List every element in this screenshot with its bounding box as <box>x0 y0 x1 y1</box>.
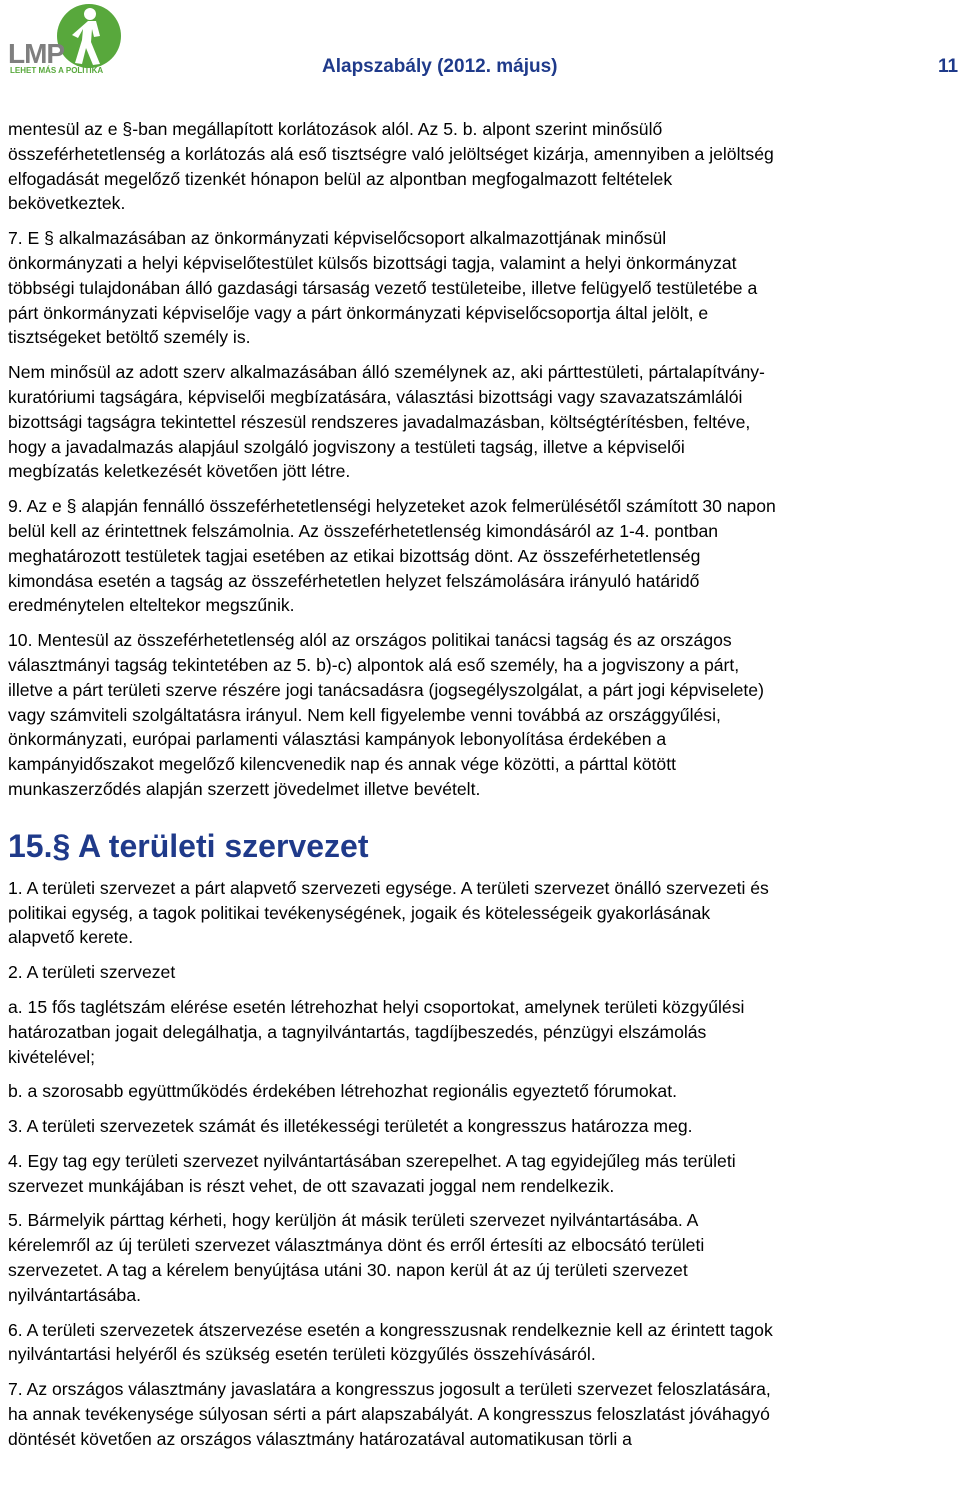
logo-tagline: LEHET MÁS A POLITIKA <box>10 66 104 75</box>
paragraph-7: 7. E § alkalmazásában az önkormányzati képviselőcsoport alkalmazottjának minősül önkormányzati a helyi képviselőtestület külsős bizottsági tagja, valamint a helyi önkormányzat többségi tulajdonában álló gazdasági társaság vezető testületeibe, illetve felügyelő testületébe a párt önkormányzati képviselője vagy a párt önkormányzati képviselőcsoportja által jelölt, e tisztségeket betöltő személy is. <box>8 228 758 348</box>
party-logo <box>4 2 122 78</box>
section-item-2: 2. A területi szervezet <box>8 962 176 983</box>
section-item-2b: b. a szorosabb együttműködés érdekében létrehozhat regionális egyeztető fórumokat. <box>8 1081 677 1102</box>
page-header <box>0 0 960 90</box>
section-heading: 15.§ A területi szervezet <box>8 827 369 864</box>
page-number: 11 <box>938 56 959 77</box>
logo-wordmark: LMP <box>8 38 65 69</box>
section-item-1: 1. A területi szervezet a párt alapvető szervezeti egysége. A területi szervezet önálló szervezeti és politikai egység, a tagok politikai tevékenységének, jogaik és kötelességeik gyakorlásának alapvető kerete. <box>8 877 769 948</box>
section-item-4: 4. Egy tag egy területi szervezet nyilvántartásában szerepelhet. A tag egyidejűleg más területi szervezet munkájában is részt vehet, de ott szavazati joggal nem rendelkezik. <box>8 1150 736 1196</box>
section-item-3: 3. A területi szervezetek számát és illetékességi területét a kongresszus határozza meg. <box>8 1116 693 1137</box>
section-item-6: 6. A területi szervezetek átszervezése esetén a kongresszusnak rendelkeznie kell az érintett tagok nyilvántartási helyéről és szükség esetén területi közgyűlés összehívásáról. <box>8 1319 773 1365</box>
document-body <box>8 117 952 1462</box>
section-item-5: 5. Bármelyik párttag kérheti, hogy kerüljön át másik területi szervezet nyilvántartásába. A kérelemről az új területi szervezet választmánya dönt és erről értesíti az elbocsátó területi szervezetet. A tag a kérelem benyújtása utáni 30. napon kerül át az új területi szervezet nyilvántartásába. <box>8 1210 705 1305</box>
document-title: Alapszabály (2012. május) <box>322 56 558 77</box>
paragraph-not-employee: Nem minősül az adott szerv alkalmazásában álló személynek az, aki párttestületi, pártalapítvány- kuratóriumi tagságára, képviselői megbízatására, választási bizottsági vagy szavazatszámlálói bizottsági tagságra tekintettel részesül rendszeres javadalmazásban, költségtérítésben, feltéve, hogy a javadalmazás alapjául szolgáló jogviszony a testületi tagság, illetve a képviselői megbízatás keletkezését követően jött létre. <box>8 362 765 482</box>
section-item-7: 7. Az országos választmány javaslatára a kongresszus jogosult a területi szervezet feloszlatására, ha annak tevékenysége súlyosan sérti a párt alapszabályát. A kongresszus feloszlatást jóváhagyó döntését követően az országos választmány határozatával automatikusan törli a <box>8 1379 771 1449</box>
section-item-2a: a. 15 fős taglétszám elérése esetén létrehozhat helyi csoportokat, amelynek területi közgyűlési határozatban jogait delegálhatja, a tagnyilvántartás, tagdíjbeszedés, pénzügyi elszámolás kivételével; <box>8 996 745 1067</box>
paragraph-10: 10. Mentesül az összeférhetetlenség alól az országos politikai tanácsi tagság és az országos választmányi tagság tekintetében az 5. b)-c) alpontok alá eső személy, ha a jogviszony a párt, illetve a párt területi szerve részére jogi tanácsadásra (jogsegélyszolgálat, a párt jogi képviselete) vagy számviteli szolgáltatásra irányul. Nem kell figyelembe venni továbbá az országgyűlési, önkormányzati, európai parlamenti választási kampányok lebonyolítása érdekében a kampányidőszakot megelőző kilencvenedik nap és annak vége közötti, a párttal kötött munkaszerződés alapján szerzett jövedelmet illetve bevételt. <box>8 630 764 799</box>
paragraph-exemption-continued: mentesül az e §-ban megállapított korlátozások alól. Az 5. b. alpont szerint minősülő összeférhetetlenség a korlátozás alá eső tisztségre való jelöltséget kizárja, amennyiben a jelöltség elfogadását megelőző tizenkét hónapon belül az alpontban megfogalmazott feltételek bekövetkeztek. <box>8 119 774 214</box>
paragraph-9: 9. Az e § alapján fennálló összeférhetetlenségi helyzeteket azok felmerülésétől számított 30 napon belül kell az érintettnek felszámolnia. Az összeférhetetlenség kimondásáról az 1-4. pontban meghatározott testületek tagjai esetében az etikai bizottság dönt. Az összeférhetetlenség kimondása esetén a tagság az összeférhetetlen helyzet felszámolására irányuló határidő eredménytelen elteltekor megszűnik. <box>8 496 776 616</box>
